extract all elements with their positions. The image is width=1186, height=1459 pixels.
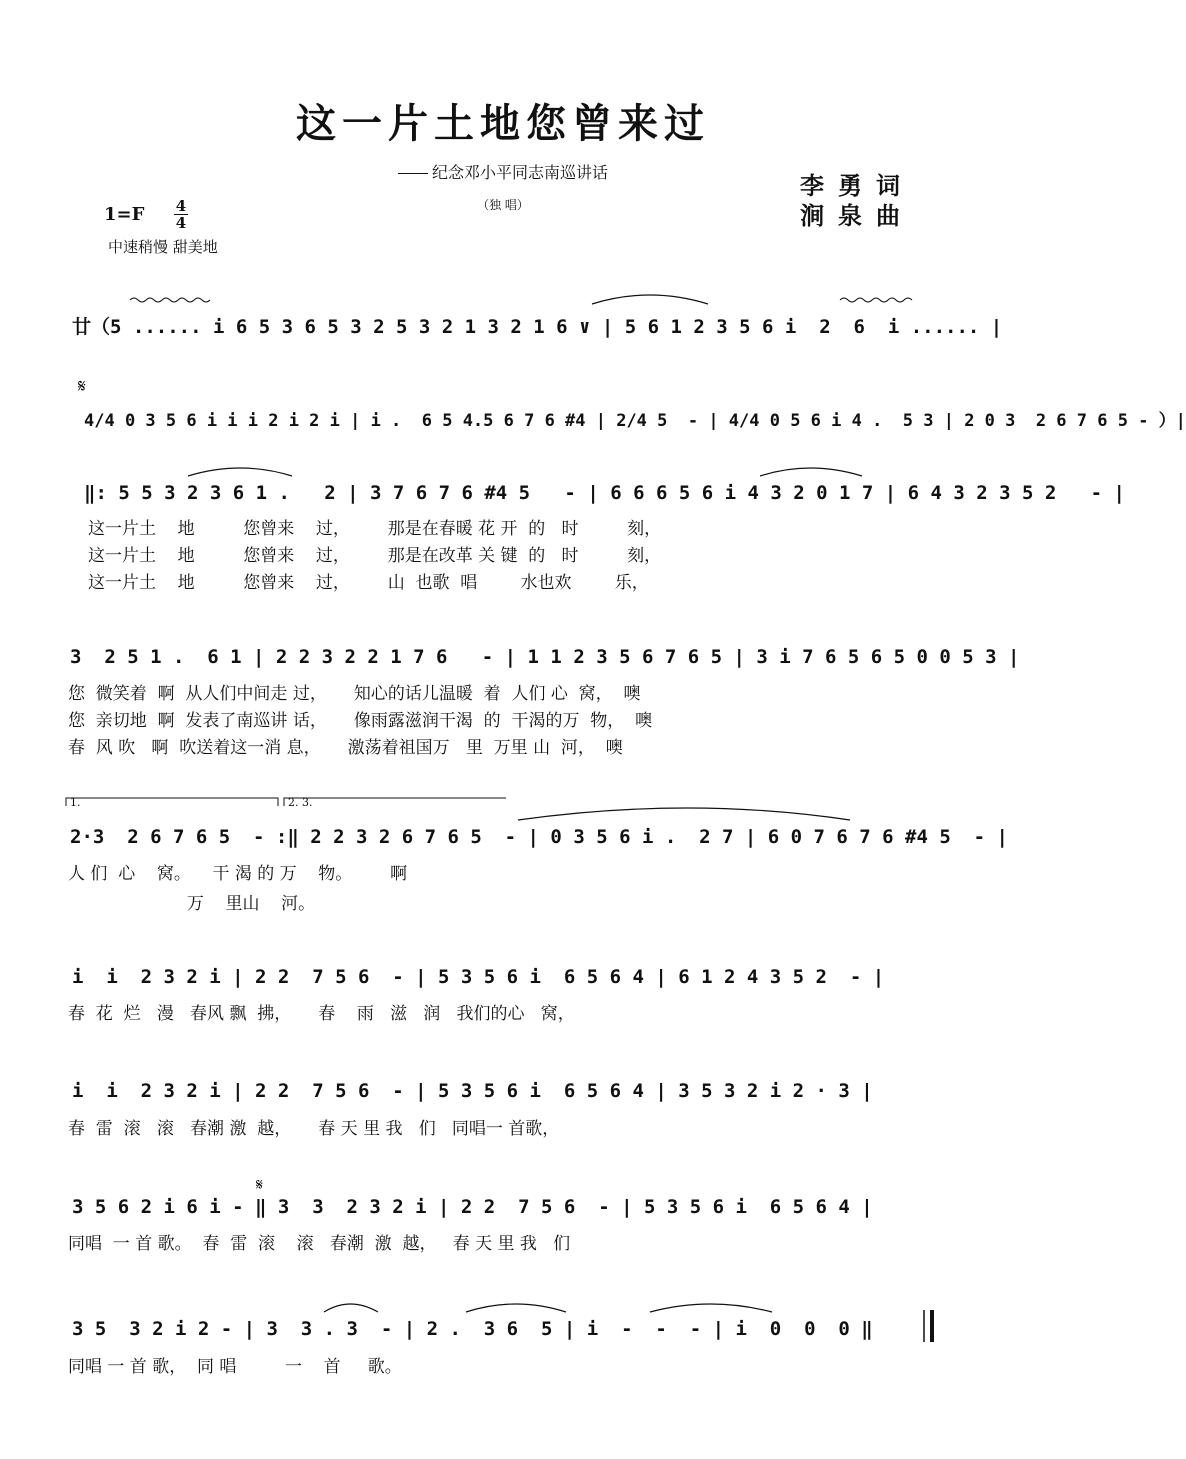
system-2-lyric-1: 您 微笑着 啊 从人们中间走 过， 知心的话儿温暖 着 人们 心 窝， 噢 [68,684,641,704]
system-6-lyric-1: 同唱 一 首 歌。 春 雷 滚 滚 春潮 激 越， 春 天 里 我 们 [68,1234,571,1254]
system-1-lyric-3: 这一片土 地 您曾来 过， 山 也歌 唱 水也欢 乐， [88,573,649,593]
volta-bracket-1 [66,798,278,806]
system-7-lyric-1: 同唱 一 首 歌， 同 唱 一 首 歌。 [68,1357,402,1377]
subtitle-text: 纪念邓小平同志南巡讲话 [431,163,608,182]
system-1-lyric-2: 这一片土 地 您曾来 过， 那是在改革 关 键 的 时 刻， [88,546,662,566]
trill-line-1 [130,298,210,302]
system-3-lyric-2: 万 里山 河。 [68,894,316,914]
system-1-notes: ‖: 5 5 3 2 3 6 1 . 2 | 3 7 6 7 6 #4 5 - | 6 6 6 5 6 i 4 3 2 0 1 7 | 6 4 3 2 3 5 2 - | [84,482,1125,504]
system-3-notes: 2·3 2 6 7 6 5 - :‖ 2 2 3 2 6 7 6 5 - | 0 3 5 6 i . 2 7 | 6 0 7 6 7 6 #4 5 - | [70,826,1008,848]
system-2-lyric-2: 您 亲切地 啊 发表了南巡讲 话， 像雨露滋润干渴 的 干渴的万 物， 噢 [68,711,653,731]
segno-icon: 𝄋 [78,376,86,397]
tempo-marking: 中速稍慢 甜美地 [108,238,218,256]
system-2-notes: 3 2 5 1 . 6 1 | 2 2 3 2 2 1 7 6 - | 1 1 2 3 5 6 7 6 5 | 3 i 7 6 5 6 5 0 0 5 3 | [70,646,1020,668]
intro-line-1: 廿（5 ...... i 6 5 3 6 5 3 2 5 3 2 1 3 2 1 6 ∨ | 5 6 1 2 3 5 6 i 2 6 i ...... | [72,316,1003,338]
intro-line-2: 4/4 0 3 5 6 i i i 2 i 2 i | i . 6 5 4.5 6 7 6 #4 | 2/4 5 - | 4/4 0 5 6 i 4 . 5 3 | 2 0 3 2 6 7 6 5 - ）| [84,411,1186,431]
volta-first: 1. [70,796,81,809]
system-7-slur-a [324,1304,378,1312]
system-7-slur-b [466,1304,566,1312]
segno-icon-2: 𝄋 [256,1175,263,1194]
song-title: 这一片土地您曾来过 [296,100,710,147]
time-signature-top: 4 [175,197,187,215]
system-7-slur-c [650,1304,772,1312]
key-signature: 1=F [104,204,145,225]
system-7-notes: 3 5 3 2 i 2 - | 3 3 . 3 - | 2 . 3 6 5 | i - - - | i 0 0 0 ‖ [72,1318,873,1340]
composer-credit: 涧泉曲 [800,201,914,230]
system-2-lyric-3: 春 风 吹 啊 吹送着这一消 息， 激荡着祖国万 里 万里 山 河， 噢 [68,738,623,758]
system-1-lyric-1: 这一片土 地 您曾来 过， 那是在春暖 花 开 的 时 刻， [88,519,662,539]
intro-slur [592,295,708,304]
lyricist-credit: 李勇词 [800,171,914,200]
time-signature-bottom: 4 [175,214,187,232]
system-5-lyric-1: 春 雷 滚 滚 春潮 激 越， 春 天 里 我 们 同唱一 首歌， [68,1119,560,1139]
performance-note: （独 唱） [477,198,529,212]
system-3-lyric-1: 人 们 心 窝。 干 渴 的 万 物。 啊 [68,864,408,884]
trill-line-2 [840,298,912,302]
system-1-slur-b [760,468,862,476]
system-6-notes: 3 5 6 2 i 6 i - ‖ 3 3 2 3 2 i | 2 2 7 5 6 - | 5 3 5 6 i 6 5 6 4 | [72,1196,873,1218]
system-5-notes: i i 2 3 2 i | 2 2 7 5 6 - | 5 3 5 6 i 6 5 6 4 | 3 5 3 2 i 2 · 3 | [72,1080,873,1102]
volta-bracket-2 [284,798,506,806]
system-1-slur-a [188,468,292,476]
volta-second: 2. 3. [288,796,313,809]
system-4-notes: i i 2 3 2 i | 2 2 7 5 6 - | 5 3 5 6 i 6 5 6 4 | 6 1 2 4 3 5 2 - | [72,966,885,988]
system-4-lyric-1: 春 花 烂 漫 春风 飘 拂， 春 雨 滋 润 我们的心 窝， [68,1004,575,1024]
system-3-slur [518,808,850,820]
